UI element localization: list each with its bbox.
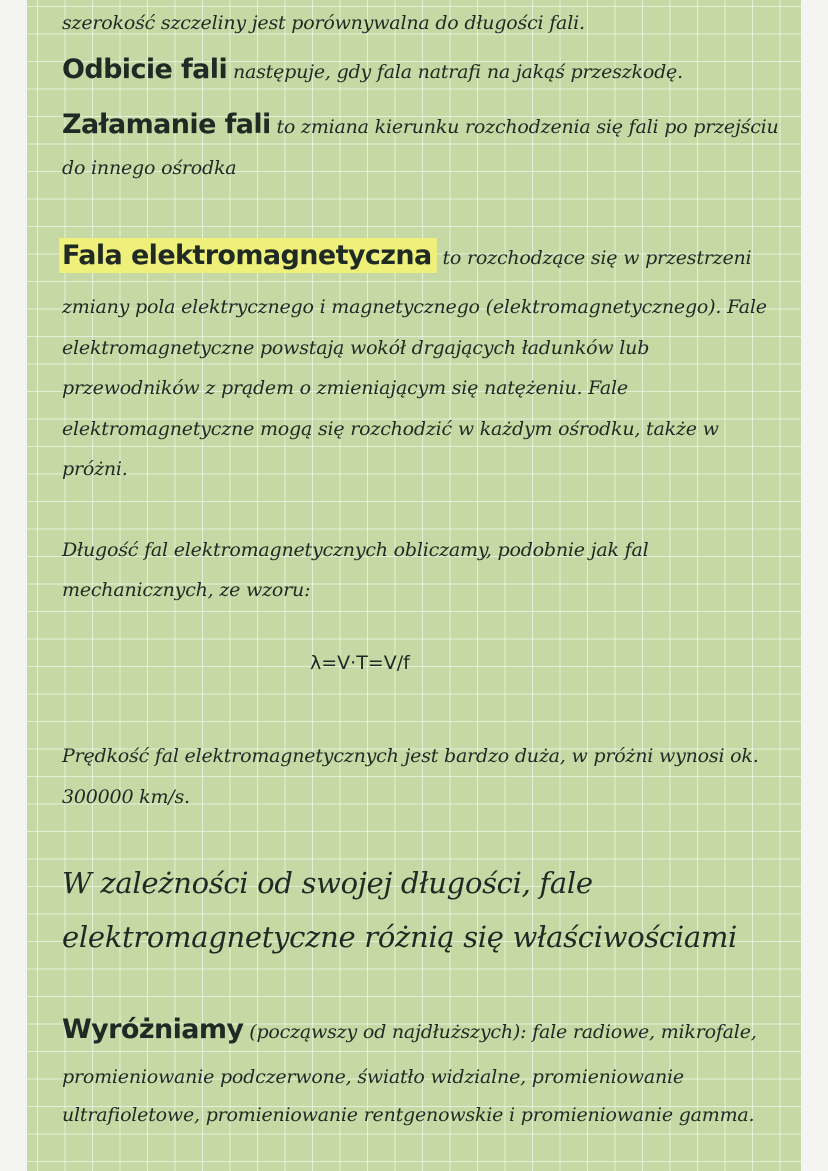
distinguish-term: Wyróżniamy (62, 1014, 244, 1045)
notes-page (27, 0, 801, 1171)
section-heading-line-2: elektromagnetyczne różnią się właściwościami (62, 920, 738, 954)
distinguish-paragraph (62, 1014, 757, 1045)
refraction-paragraph (62, 109, 779, 140)
wavelength-line-2: mechanicznych, ze wzoru: (62, 579, 311, 601)
speed-line-2: 300000 km/s. (62, 786, 190, 808)
reflection-term: Odbicie fali (62, 54, 228, 85)
reflection-paragraph (62, 54, 683, 85)
em-wave-line-3: elektromagnetyczne powstają wokół drgających ładunków lub (62, 337, 650, 359)
reflection-text: następuje, gdy fala natrafi na jakąś przeszkodę. (227, 61, 683, 83)
wavelength-formula: λ=V·T=V/f (310, 652, 410, 674)
speed-line-1: Prędkość fal elektromagnetycznych jest bardzo duża, w próżni wynosi ok. (62, 745, 759, 767)
section-heading-line-1: W zależności od swojej długości, fale (62, 866, 593, 900)
em-wave-term: Fala elektromagnetyczna (59, 238, 437, 273)
em-wave-line-4: przewodników z prądem o zmieniającym się natężeniu. Fale (62, 377, 628, 399)
em-wave-text: to rozchodzące się w przestrzeni (436, 247, 752, 269)
em-wave-line-5: elektromagnetyczne mogą się rozchodzić w każdym ośrodku, także w (62, 418, 719, 440)
distinguish-line-3: ultrafioletowe, promieniowanie rentgenowskie i promieniowanie gamma. (62, 1104, 755, 1126)
refraction-line-2: do innego ośrodka (62, 157, 237, 179)
distinguish-line-2: promieniowanie podczerwone, światło widzialne, promieniowanie (62, 1066, 684, 1088)
refraction-term: Załamanie fali (62, 109, 271, 140)
em-wave-line-2: zmiany pola elektrycznego i magnetycznego (elektromagnetycznego). Fale (62, 296, 767, 318)
em-wave-paragraph (62, 240, 751, 271)
intro-line: szerokość szczeliny jest porównywalna do długości fali. (62, 12, 585, 34)
refraction-text: to zmiana kierunku rozchodzenia się fali po przejściu (270, 116, 779, 138)
wavelength-line-1: Długość fal elektromagnetycznych obliczamy, podobnie jak fal (62, 539, 649, 561)
distinguish-text: (począwszy od najdłuższych): fale radiowe, mikrofale, (243, 1021, 757, 1043)
em-wave-line-6: próżni. (62, 458, 128, 480)
